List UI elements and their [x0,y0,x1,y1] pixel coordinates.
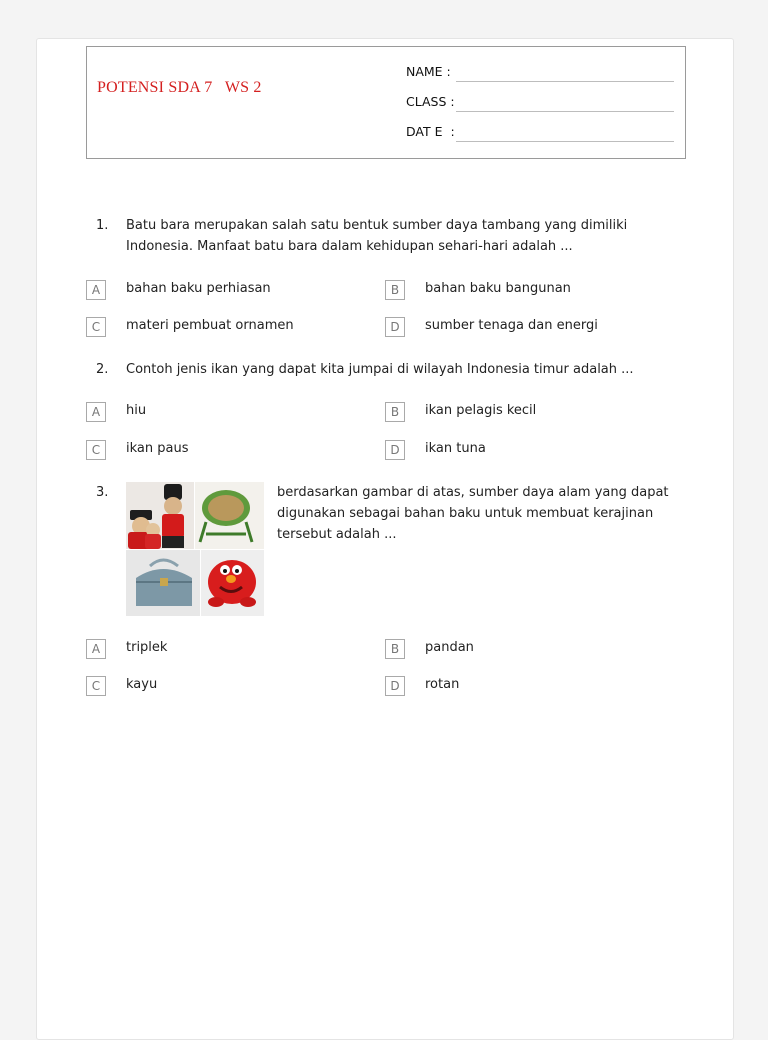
option-text: triplek [126,640,168,655]
option-text: ikan pelagis kecil [425,403,537,418]
woven-chest-image [126,550,200,616]
option-text: pandan [425,640,474,655]
option-letter: B [385,402,405,422]
option-text: sumber tenaga dan energi [425,318,598,333]
option-text: materi pembuat ornamen [126,318,294,333]
option-letter: B [385,280,405,300]
question-text: Contoh jenis ikan yang dapat kita jumpai di wilayah Indonesia timur adalah ... [126,362,634,377]
date-label: DAT E : [406,124,455,139]
worksheet-page [36,38,734,1040]
option-letter: D [385,440,405,460]
option-text: bahan baku bangunan [425,281,571,296]
handicraft-photo-collage [126,482,264,616]
date-line[interactable] [456,141,674,142]
question-number: 1. [96,218,109,233]
question-number: 3. [96,485,109,500]
worksheet-title: POTENSI SDA 7 WS 2 [97,79,262,96]
question-number: 2. [96,362,109,377]
option-text: kayu [126,677,158,692]
option-letter: D [385,317,405,337]
option-letter: A [86,402,106,422]
option-letter: C [86,676,106,696]
question-text: berdasarkan gambar di atas, sumber daya alam yang dapat digunakan sebagai bahan baku untuk membuat kerajinan tersebut adalah ... [277,485,669,542]
toy-soldiers-image [126,482,194,549]
option-text: ikan paus [126,441,189,456]
red-plush-image [201,550,264,616]
name-label: NAME : [406,64,451,79]
name-field[interactable] [406,64,674,84]
option-letter: A [86,639,106,659]
question-text: Batu bara merupakan salah satu bentuk sumber daya tambang yang dimiliki Indonesia. Manfaat batu bara dalam kehidupan sehari-hari adalah ... [126,218,628,254]
worksheet-header [86,46,686,159]
class-label: CLASS : [406,94,455,109]
option-letter: B [385,639,405,659]
option-text: ikan tuna [425,441,486,456]
option-letter: C [86,317,106,337]
option-text: bahan baku perhiasan [126,281,271,296]
name-line[interactable] [456,81,674,82]
option-letter: C [86,440,106,460]
option-letter: D [385,676,405,696]
option-text: hiu [126,403,147,418]
option-text: rotan [425,677,460,692]
green-basket-image [195,482,264,549]
class-line[interactable] [456,111,674,112]
date-field[interactable] [406,124,674,144]
class-field[interactable] [406,94,674,114]
option-letter: A [86,280,106,300]
